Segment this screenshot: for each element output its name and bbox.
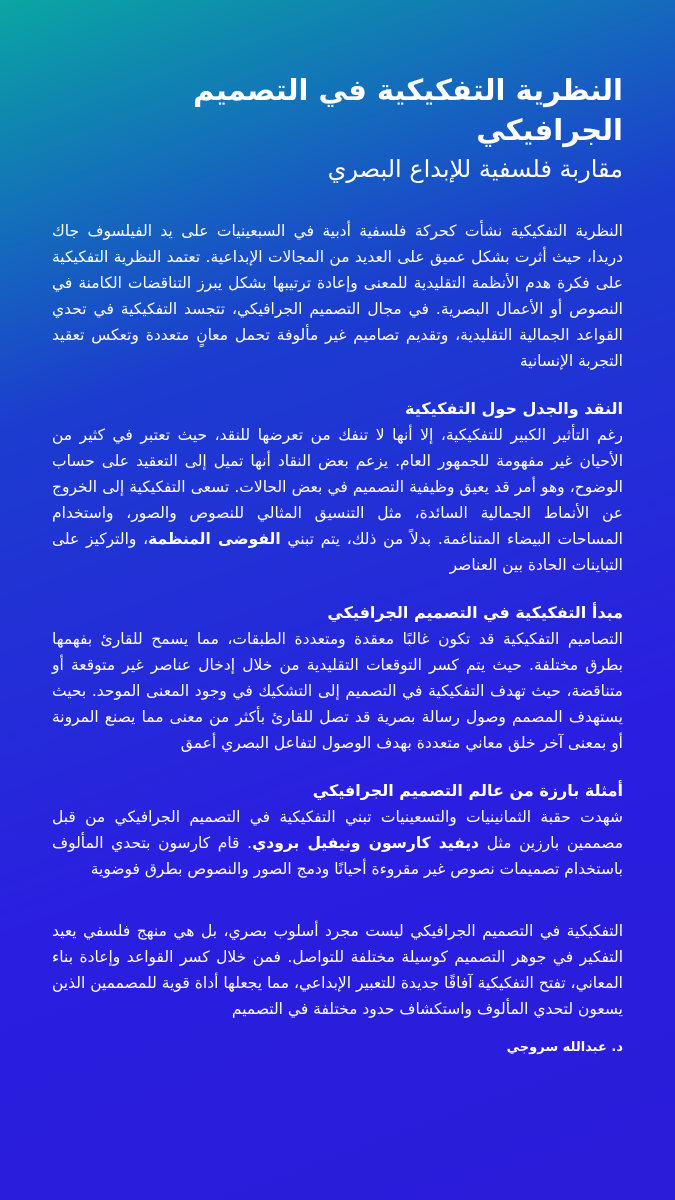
section-examples	[52, 778, 623, 882]
conclusion-paragraph: التفكيكية في التصميم الجرافيكي ليست مجرد أسلوب بصري، بل هي منهج فلسفي يعيد التفكير في جوهر التصميم كوسيلة مختلفة للتواصل. فمن خلال كسر القواعد وإعادة بناء المعاني، تفتح التفكيكية آفاقًا جديدة للتعبير الإبداعي، مما يجعلها أداة قوية للمصممين الذين يسعون لتحدي المألوف واستكشاف حدود مختلفة في التصميم	[52, 922, 623, 1018]
author-signature: د. عبدالله سروجي	[506, 1040, 623, 1055]
intro-paragraph: النظرية التفكيكية نشأت كحركة فلسفية أدبية في السبعينيات على يد الفيلسوف جاك دريدا، حيث أثرت بشكل عميق على العديد من المجالات الإبداعية. تعتمد النظرية التفكيكية على فكرة هدم الأنظمة التقليدية للمعنى وإعادة ترتيبها بشكل يبرز التناقضات الكامنة في النصوص أو الأعمال البصرية. في مجال التصميم الجرافيكي، تتجسد التفكيكية في تحدي القواعد الجمالية التقليدية، وتقديم تصاميم غير مألوفة تحمل معانٍ متعددة وتعكس تعقيد التجربة الإنسانية	[52, 222, 623, 370]
section-principle-heading: مبدأ التفكيكية في التصميم الجرافيكي	[327, 603, 623, 622]
examples-text-after: . قام كارسون بتحدي المألوف باستخدام تصميمات نصوص غير مقروءة أحيانًا ودمج الصور والنصوص بطرق فوضوية	[52, 834, 623, 878]
critique-emphasis: الفوضى المنظمة	[148, 530, 281, 548]
section-principle-text: التصاميم التفكيكية قد تكون غالبًا معقدة ومتعددة الطبقات، مما يسمح للقارئ بفهمها بطرق مختلفة. حيث يتم كسر التوقعات التقليدية من خلال إدخال عناصر غير متوقعة أو متناقضة، حيث تهدف التفكيكية في التصميم إلى التشكيك في وجود المعنى الموحد. بحيث يستهدف المصمم وصول رسالة بصرية قد تصل للقارئ بأكثر من معنى مما يصنع المرونة أو بمعنى آخر خلق معاني متعددة بهدف الوصول لتفاعل البصري أعمق	[52, 630, 623, 752]
section-critique-text	[52, 422, 623, 578]
examples-emphasis: ديفيد كارسون ونيفيل برودي	[252, 834, 480, 852]
critique-text-after: ، والتركيز على التباينات الحادة بين العناصر	[52, 530, 623, 574]
section-critique	[52, 396, 623, 578]
section-examples-heading: أمثلة بارزة من عالم التصميم الجرافيكي	[312, 781, 623, 800]
page-title: النظرية التفكيكية في التصميم الجرافيكي	[193, 73, 623, 147]
section-examples-text	[52, 804, 623, 882]
examples-text-before: شهدت حقبة الثمانينيات والتسعينيات تبني التفكيكية في التصميم الجرافيكي من قبل مصممين بارزين مثل	[52, 808, 624, 852]
critique-text-before: رغم التأثير الكبير للتفكيكية، إلا أنها لا تنفك من تعرضها للنقد، حيث تعتبر في كثير من الأحيان غير مفهومة للجمهور العام. يزعم بعض النقاد أنها تميل إلى التعقيد على حساب الوضوح، وهو أمر قد يعيق وظيفية التصميم في بعض الحالات. تسعى التفكيكية إلى الخروج عن الأنماط الجمالية السائدة، مثل التنسيق المثالي للنصوص والصور، واستخدام المساحات البيضاء المتناغمة. بدلاً من ذلك، يتم تبني	[52, 426, 623, 548]
section-principle	[52, 600, 623, 756]
page-subtitle: مقاربة فلسفية للإبداع البصري	[327, 155, 623, 183]
section-critique-heading: النقد والجدل حول التفكيكية	[405, 399, 623, 418]
